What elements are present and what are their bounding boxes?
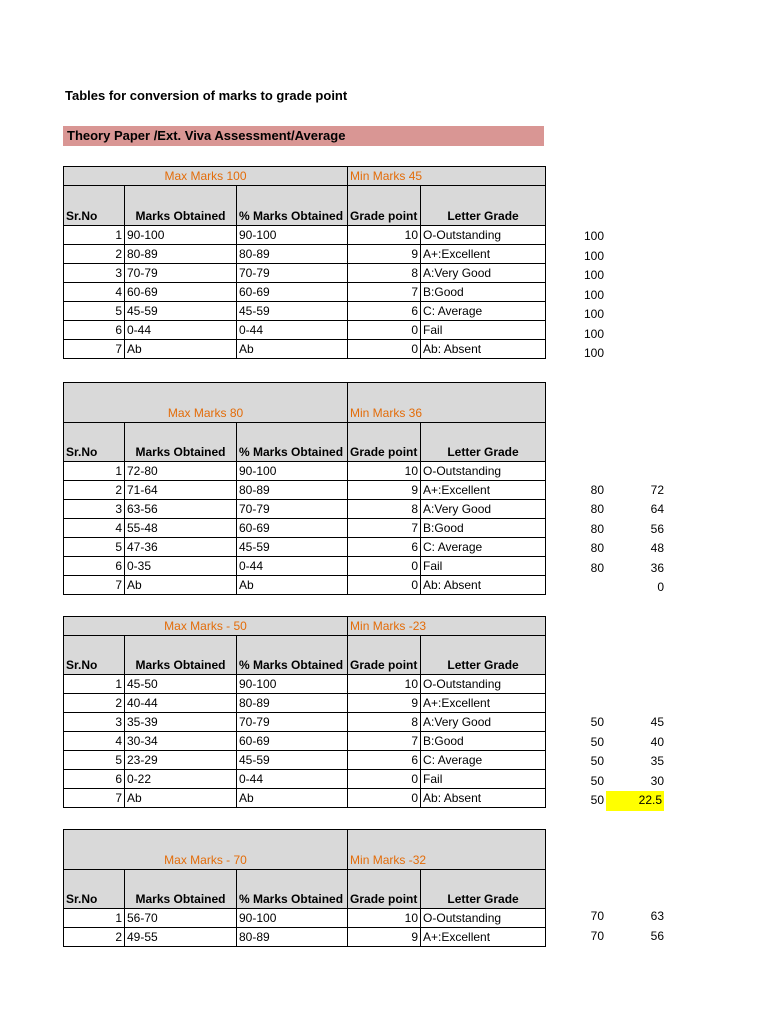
side-value: 100 bbox=[583, 287, 604, 302]
cell-pct-marks: 80-89 bbox=[237, 694, 348, 713]
cell-srno: 6 bbox=[64, 321, 125, 340]
col-letter-grade: Letter Grade bbox=[421, 870, 546, 909]
col-pct-marks: % Marks Obtained bbox=[237, 186, 348, 226]
col-grade-point: Grade point bbox=[348, 423, 421, 462]
grade-table-80 bbox=[63, 382, 546, 595]
cell-srno: 3 bbox=[64, 500, 125, 519]
side-value: 35 bbox=[650, 754, 664, 768]
col-pct-marks: % Marks Obtained bbox=[237, 870, 348, 909]
side-value: 22.5 bbox=[606, 791, 664, 811]
cell-grade-point: 8 bbox=[348, 500, 421, 519]
max-marks-label: Max Marks 80 bbox=[64, 383, 348, 423]
cell-marks-obtained: 55-48 bbox=[125, 519, 237, 538]
cell-marks-obtained: 71-64 bbox=[125, 481, 237, 500]
cell-srno: 2 bbox=[64, 245, 125, 264]
cell-pct-marks: 90-100 bbox=[237, 909, 348, 928]
cell-grade-point: 10 bbox=[348, 909, 421, 928]
page-title: Tables for conversion of marks to grade point bbox=[65, 88, 348, 103]
table-row bbox=[64, 226, 546, 245]
cell-srno: 4 bbox=[64, 519, 125, 538]
side-value: 50 bbox=[590, 734, 604, 749]
cell-srno: 7 bbox=[64, 789, 125, 808]
side-col-b bbox=[606, 674, 664, 811]
min-marks-label: Min Marks -32 bbox=[348, 830, 546, 870]
cell-grade-point: 0 bbox=[348, 321, 421, 340]
table-row bbox=[64, 462, 546, 481]
side-value bbox=[560, 694, 604, 714]
side-value: 100 bbox=[583, 346, 604, 360]
cell-pct-marks: 60-69 bbox=[237, 283, 348, 302]
col-marks-obtained: Marks Obtained bbox=[125, 423, 237, 462]
cell-srno: 4 bbox=[64, 283, 125, 302]
col-pct-marks: % Marks Obtained bbox=[237, 423, 348, 462]
side-col-b bbox=[620, 907, 664, 946]
side-value: 63 bbox=[650, 909, 664, 923]
side-value: 80 bbox=[590, 482, 604, 497]
col-srno: Sr.No bbox=[64, 423, 125, 462]
cell-marks-obtained: 90-100 bbox=[125, 226, 237, 245]
cell-pct-marks: 90-100 bbox=[237, 226, 348, 245]
grade-table-50 bbox=[63, 616, 546, 808]
cell-grade-point: 9 bbox=[348, 481, 421, 500]
cell-grade-point: 6 bbox=[348, 302, 421, 321]
cell-marks-obtained: Ab bbox=[125, 340, 237, 359]
cell-pct-marks: 70-79 bbox=[237, 264, 348, 283]
side-value: 100 bbox=[583, 229, 604, 243]
cell-pct-marks: 60-69 bbox=[237, 519, 348, 538]
col-marks-obtained: Marks Obtained bbox=[125, 636, 237, 675]
side-value: 30 bbox=[650, 773, 664, 788]
table-row bbox=[64, 245, 546, 264]
side-value: 56 bbox=[650, 928, 664, 943]
side-value: 56 bbox=[650, 521, 664, 536]
max-marks-label: Max Marks - 70 bbox=[64, 830, 348, 870]
cell-marks-obtained: 49-55 bbox=[125, 928, 237, 947]
table-row bbox=[64, 909, 546, 928]
cell-grade-point: 0 bbox=[348, 576, 421, 595]
cell-pct-marks: 45-59 bbox=[237, 302, 348, 321]
cell-grade-point: 10 bbox=[348, 226, 421, 245]
cell-pct-marks: 60-69 bbox=[237, 732, 348, 751]
cell-marks-obtained: 23-29 bbox=[125, 751, 237, 770]
cell-letter-grade: A+:Excellent bbox=[421, 694, 546, 713]
table-row bbox=[64, 481, 546, 500]
cell-marks-obtained: 80-89 bbox=[125, 245, 237, 264]
table-row bbox=[64, 713, 546, 732]
cell-srno: 3 bbox=[64, 713, 125, 732]
cell-pct-marks: 90-100 bbox=[237, 462, 348, 481]
cell-grade-point: 9 bbox=[348, 928, 421, 947]
cell-grade-point: 7 bbox=[348, 732, 421, 751]
min-marks-label: Min Marks 36 bbox=[348, 383, 546, 423]
table-body bbox=[64, 909, 546, 947]
cell-pct-marks: Ab bbox=[237, 789, 348, 808]
col-grade-point: Grade point bbox=[348, 870, 421, 909]
table-row bbox=[64, 675, 546, 694]
table-row bbox=[64, 557, 546, 576]
cell-marks-obtained: 47-36 bbox=[125, 538, 237, 557]
cell-letter-grade: Fail bbox=[421, 770, 546, 789]
side-value: 36 bbox=[650, 560, 664, 575]
side-value bbox=[560, 674, 604, 694]
cell-srno: 7 bbox=[64, 340, 125, 359]
table-body bbox=[64, 226, 546, 359]
cell-pct-marks: 70-79 bbox=[237, 713, 348, 732]
cell-marks-obtained: 40-44 bbox=[125, 694, 237, 713]
cell-marks-obtained: 60-69 bbox=[125, 283, 237, 302]
side-value: 70 bbox=[590, 928, 604, 943]
side-value: 80 bbox=[590, 541, 604, 555]
cell-marks-obtained: 70-79 bbox=[125, 264, 237, 283]
max-marks-label: Max Marks - 50 bbox=[64, 617, 348, 636]
cell-srno: 5 bbox=[64, 538, 125, 557]
side-value: 80 bbox=[590, 502, 604, 516]
cell-letter-grade: B:Good bbox=[421, 283, 546, 302]
cell-marks-obtained: 0-35 bbox=[125, 557, 237, 576]
table-body bbox=[64, 462, 546, 595]
side-value: 70 bbox=[590, 909, 604, 923]
col-srno: Sr.No bbox=[64, 870, 125, 909]
cell-letter-grade: A:Very Good bbox=[421, 264, 546, 283]
grade-table-100 bbox=[63, 166, 546, 359]
col-srno: Sr.No bbox=[64, 186, 125, 226]
col-grade-point: Grade point bbox=[348, 186, 421, 226]
side-value bbox=[560, 578, 604, 598]
cell-srno: 1 bbox=[64, 675, 125, 694]
side-value: 50 bbox=[590, 754, 604, 768]
cell-letter-grade: O-Outstanding bbox=[421, 226, 546, 245]
cell-grade-point: 0 bbox=[348, 557, 421, 576]
cell-srno: 1 bbox=[64, 462, 125, 481]
cell-pct-marks: 45-59 bbox=[237, 751, 348, 770]
side-value: 80 bbox=[590, 521, 604, 536]
cell-marks-obtained: 0-44 bbox=[125, 321, 237, 340]
cell-pct-marks: 0-44 bbox=[237, 321, 348, 340]
cell-srno: 3 bbox=[64, 264, 125, 283]
cell-pct-marks: 45-59 bbox=[237, 538, 348, 557]
cell-letter-grade: A+:Excellent bbox=[421, 481, 546, 500]
table-row bbox=[64, 732, 546, 751]
cell-letter-grade: Ab: Absent bbox=[421, 576, 546, 595]
cell-letter-grade: C: Average bbox=[421, 302, 546, 321]
cell-srno: 1 bbox=[64, 226, 125, 245]
cell-letter-grade: B:Good bbox=[421, 519, 546, 538]
table-row bbox=[64, 283, 546, 302]
cell-srno: 1 bbox=[64, 909, 125, 928]
cell-srno: 5 bbox=[64, 751, 125, 770]
side-value: 100 bbox=[583, 248, 604, 263]
table-row bbox=[64, 770, 546, 789]
cell-grade-point: 0 bbox=[348, 789, 421, 808]
cell-srno: 5 bbox=[64, 302, 125, 321]
cell-pct-marks: 90-100 bbox=[237, 675, 348, 694]
cell-pct-marks: Ab bbox=[237, 340, 348, 359]
cell-pct-marks: Ab bbox=[237, 576, 348, 595]
cell-marks-obtained: 30-34 bbox=[125, 732, 237, 751]
cell-letter-grade: Ab: Absent bbox=[421, 789, 546, 808]
cell-srno: 6 bbox=[64, 770, 125, 789]
cell-grade-point: 10 bbox=[348, 462, 421, 481]
cell-letter-grade: A+:Excellent bbox=[421, 928, 546, 947]
cell-letter-grade: Ab: Absent bbox=[421, 340, 546, 359]
side-col-b bbox=[620, 461, 664, 598]
cell-marks-obtained: Ab bbox=[125, 576, 237, 595]
cell-letter-grade: C: Average bbox=[421, 751, 546, 770]
cell-pct-marks: 80-89 bbox=[237, 245, 348, 264]
side-col-a bbox=[560, 461, 604, 598]
cell-pct-marks: 80-89 bbox=[237, 481, 348, 500]
table-row bbox=[64, 321, 546, 340]
table-row bbox=[64, 789, 546, 808]
col-letter-grade: Letter Grade bbox=[421, 186, 546, 226]
cell-grade-point: 10 bbox=[348, 675, 421, 694]
cell-grade-point: 7 bbox=[348, 519, 421, 538]
side-value: 80 bbox=[590, 560, 604, 575]
cell-marks-obtained: 45-50 bbox=[125, 675, 237, 694]
cell-letter-grade: O-Outstanding bbox=[421, 462, 546, 481]
cell-marks-obtained: 45-59 bbox=[125, 302, 237, 321]
cell-letter-grade: Fail bbox=[421, 321, 546, 340]
cell-grade-point: 8 bbox=[348, 264, 421, 283]
cell-grade-point: 0 bbox=[348, 340, 421, 359]
side-value bbox=[620, 461, 664, 481]
table-body bbox=[64, 675, 546, 808]
side-value: 100 bbox=[583, 268, 604, 282]
max-marks-label: Max Marks 100 bbox=[64, 167, 348, 186]
cell-marks-obtained: 0-22 bbox=[125, 770, 237, 789]
cell-letter-grade: A:Very Good bbox=[421, 500, 546, 519]
cell-grade-point: 6 bbox=[348, 751, 421, 770]
col-letter-grade: Letter Grade bbox=[421, 423, 546, 462]
cell-grade-point: 0 bbox=[348, 770, 421, 789]
side-value: 48 bbox=[650, 541, 664, 555]
section-header: Theory Paper /Ext. Viva Assessment/Average bbox=[63, 126, 544, 146]
min-marks-label: Min Marks 45 bbox=[348, 167, 546, 186]
cell-marks-obtained: 56-70 bbox=[125, 909, 237, 928]
side-value: 0 bbox=[657, 580, 664, 594]
grade-table-70 bbox=[63, 829, 546, 947]
table-row bbox=[64, 340, 546, 359]
side-value: 40 bbox=[650, 734, 664, 749]
col-srno: Sr.No bbox=[64, 636, 125, 675]
side-col-a bbox=[560, 674, 604, 811]
cell-marks-obtained: 35-39 bbox=[125, 713, 237, 732]
cell-grade-point: 7 bbox=[348, 283, 421, 302]
cell-letter-grade: O-Outstanding bbox=[421, 909, 546, 928]
cell-srno: 7 bbox=[64, 576, 125, 595]
cell-srno: 6 bbox=[64, 557, 125, 576]
col-marks-obtained: Marks Obtained bbox=[125, 870, 237, 909]
table-row bbox=[64, 538, 546, 557]
table-row bbox=[64, 694, 546, 713]
table-row bbox=[64, 264, 546, 283]
side-value: 50 bbox=[590, 715, 604, 729]
min-marks-label: Min Marks -23 bbox=[348, 617, 546, 636]
col-letter-grade: Letter Grade bbox=[421, 636, 546, 675]
cell-pct-marks: 80-89 bbox=[237, 928, 348, 947]
table-row bbox=[64, 751, 546, 770]
table-row bbox=[64, 500, 546, 519]
cell-srno: 2 bbox=[64, 928, 125, 947]
cell-letter-grade: A+:Excellent bbox=[421, 245, 546, 264]
table-row bbox=[64, 576, 546, 595]
cell-grade-point: 9 bbox=[348, 694, 421, 713]
side-value: 100 bbox=[583, 326, 604, 341]
side-value bbox=[606, 674, 664, 694]
cell-srno: 4 bbox=[64, 732, 125, 751]
col-grade-point: Grade point bbox=[348, 636, 421, 675]
side-value: 45 bbox=[650, 715, 664, 729]
table-row bbox=[64, 519, 546, 538]
cell-letter-grade: A:Very Good bbox=[421, 713, 546, 732]
side-value bbox=[606, 694, 664, 714]
cell-marks-obtained: Ab bbox=[125, 789, 237, 808]
cell-grade-point: 8 bbox=[348, 713, 421, 732]
table-row bbox=[64, 302, 546, 321]
cell-grade-point: 9 bbox=[348, 245, 421, 264]
cell-letter-grade: Fail bbox=[421, 557, 546, 576]
cell-letter-grade: O-Outstanding bbox=[421, 675, 546, 694]
side-value: 100 bbox=[583, 307, 604, 321]
side-value: 50 bbox=[590, 773, 604, 788]
cell-grade-point: 6 bbox=[348, 538, 421, 557]
side-col-a bbox=[560, 907, 604, 946]
cell-pct-marks: 70-79 bbox=[237, 500, 348, 519]
cell-letter-grade: C: Average bbox=[421, 538, 546, 557]
col-marks-obtained: Marks Obtained bbox=[125, 186, 237, 226]
side-value: 50 bbox=[590, 793, 604, 807]
side-value: 72 bbox=[650, 482, 664, 497]
cell-srno: 2 bbox=[64, 694, 125, 713]
cell-pct-marks: 0-44 bbox=[237, 557, 348, 576]
cell-pct-marks: 0-44 bbox=[237, 770, 348, 789]
side-value bbox=[560, 461, 604, 481]
cell-marks-obtained: 72-80 bbox=[125, 462, 237, 481]
cell-srno: 2 bbox=[64, 481, 125, 500]
cell-letter-grade: B:Good bbox=[421, 732, 546, 751]
cell-marks-obtained: 63-56 bbox=[125, 500, 237, 519]
col-pct-marks: % Marks Obtained bbox=[237, 636, 348, 675]
side-value: 64 bbox=[650, 502, 664, 516]
table-row bbox=[64, 928, 546, 947]
side-col-a bbox=[560, 227, 604, 364]
